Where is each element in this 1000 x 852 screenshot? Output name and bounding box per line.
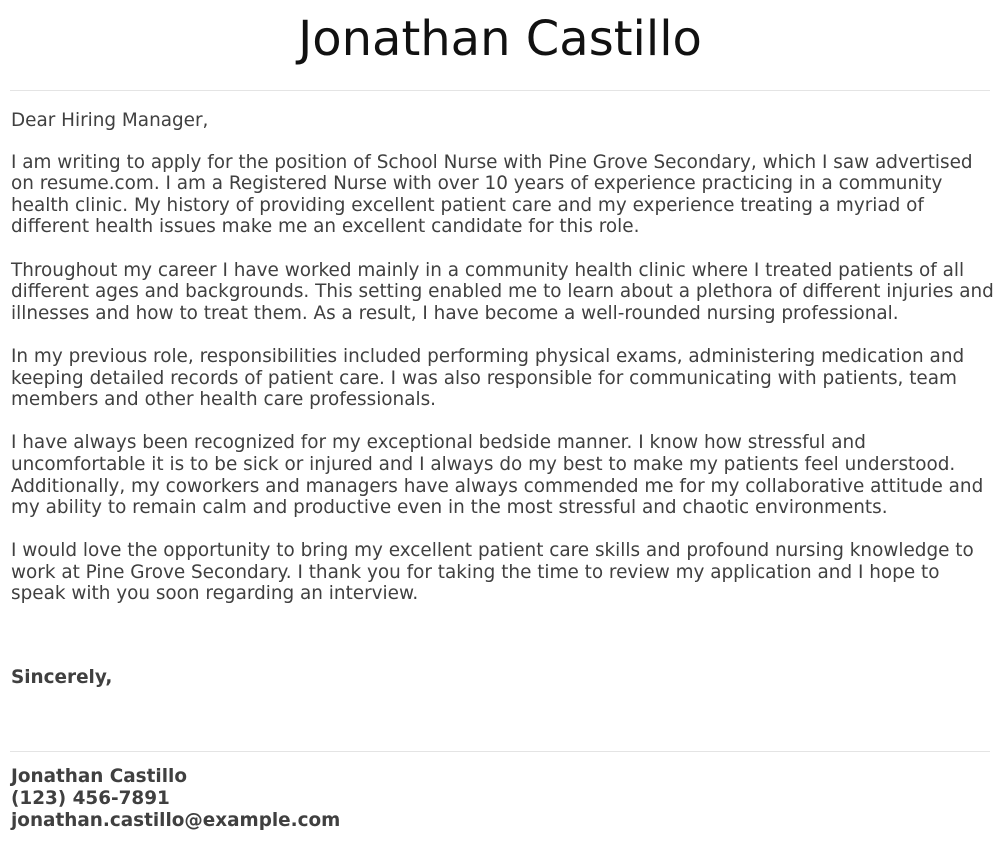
paragraph-responsibilities: In my previous role, responsibilities included performing physical exams, administering medication and keeping detailed records of patient care. I was also responsible for communicating with patients, team members and other health care professionals. (11, 345, 965, 411)
paragraph-career: Throughout my career I have worked mainly in a community health clinic where I treated patients of all different ages and backgrounds. This setting enabled me to learn about a plethora of different injuries and illnesses and how to treat them. As a result, I have become a well-rounded nursing professional. (11, 259, 994, 324)
signature-email: jonathan.castillo@example.com (11, 810, 341, 831)
signature-block (11, 766, 340, 832)
closing: Sincerely, (11, 667, 113, 688)
signature-phone: (123) 456-7891 (11, 788, 170, 809)
header-divider (10, 90, 990, 91)
letter-body (11, 110, 996, 627)
paragraph-conclusion: I would love the opportunity to bring my excellent patient care skills and profound nursing knowledge to work at Pine Grove Secondary. I thank you for taking the time to review my application and I hope to speak with you soon regarding an interview. (11, 540, 974, 605)
signature-divider (10, 751, 990, 752)
salutation: Dear Hiring Manager, (11, 110, 209, 131)
applicant-name-header: Jonathan Castillo (298, 11, 702, 67)
paragraph-bedside-manner: I have always been recognized for my exceptional bedside manner. I know how stressful and uncomfortable it is to be sick or injured and I always do my best to make my patients feel understood. Additionally, my coworkers and managers have always commended me for my collaborative attitude and my ability to remain calm and productive even in the most stressful and chaotic environments. (11, 432, 984, 519)
paragraph-introduction: I am writing to apply for the position of School Nurse with Pine Grove Secondary, which I saw advertised on resume.com. I am a Registered Nurse with over 10 years of experience practicing in a community health clinic. My history of providing excellent patient care and my experience treating a myriad of different health issues make me an excellent candidate for this role. (11, 151, 973, 238)
signature-name: Jonathan Castillo (11, 766, 187, 787)
